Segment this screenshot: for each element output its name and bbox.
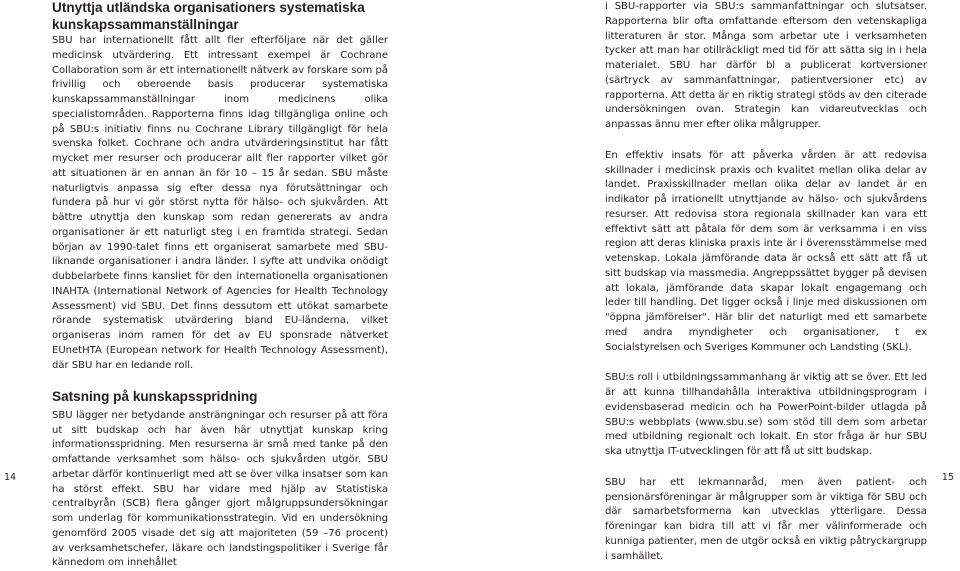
page-number-left: 14: [4, 472, 17, 483]
paragraph-education: SBU:s roll i utbildningssammanhang är viktig att se över. Ett led är att kunna tillhandahålla interaktiva utbildningsprogram i evidensbaserad medicin och ha PowerPoint-bilder utlagda på SBU:s webbplats (www.sbu.se) som stöd till dem som arbetar med utbildning regionalt och lokalt. En stor fråga är hur SBU ska utnyttja IT-utvecklingen för att få ut sitt budskap.: [605, 372, 927, 457]
paragraph-international: SBU har internationellt fått allt fler efterföljare när det gäller medicinsk utvärdering. Ett intressant exempel är Cochrane Collaboration som är ett internationellt nätverk av forskare som på frivillig och oberoende basis producerar systematiska kunskapssammanställningar inom medicinens olika specialistområden. Rapporterna finns idag tillgängliga online och på SBU:s initiativ finns nu Cochrane Library tillgängligt för hela svenska folket. Cochrane och andra utvärderingsinstitut har fått mycket mer resurser och producerar allt fler rapporter vilket gör att situationen är en annan än för 10 – 15 år sedan. SBU måste naturligtvis anpassa sig efter dessa nya förutsättningar och fundera på hur vi gör störst nytta för hälso- och sjukvården. Att bättre utnyttja den kunskap som redan genererats av andra organisationer är ett naturligt steg i en framtida strategi. Sedan början av 1990-talet finns ett organiserat samarbete med SBU-liknande organisationer i andra länder. I syfte att undvika onödigt dubbelarbete finns kansliet för den internationella organisationen INAHTA (International Network of Agencies for Health Technology Assessment) vid SBU. Det finns dessutom ett utökat samarbete rörande systematisk utvärdering bland EU-länderna, vilket organiseras inom ramen för det av EU sponsrade nätverket EUnetHTA (European network for Health Technology Assessment), där SBU har en ledande roll.: [52, 35, 388, 371]
section-heading-knowledge-spreading: Satsning på kunskapsspridning: [52, 389, 258, 405]
right-page: [480, 0, 960, 562]
paragraph-knowledge-spreading: SBU lägger ner betydande ansträngningar och resurser på att föra ut sitt budskap och har även här utnyttjat kunskap kring informationsspridning. Men resurserna är små med tanke på den omfattande verksamhet som hälso- och sjukvården utgör. SBU arbetar därför kontinuerligt med att se över vilka insatser som kan ha störst effekt. SBU har vidare med hjälp av Statistiska centralbyrån (SCB) flera gånger gjort målgruppsundersökningar som underlag för kommunikationsstrategin. Vid en undersökning genomförd 2005 visade det sig att majoriteten (59 –76 procent) av verksamhetschefer, läkare och landstingspolitiker i Sverige får kännedom om innehållet: [52, 409, 388, 569]
left-page: [0, 0, 480, 569]
paragraph-lay-council: SBU har ett lekmannaråd, men även patient- och pensionärsföreningar är målgrupper som är viktiga för SBU och där samarbetsformerna kan utvecklas ytterligare. Dessa föreningar kan bidra till att vi får mer välinformerade och kunniga patienter, men de utgör också en viktig påtryckargrupp i samhället.: [605, 476, 927, 562]
left-column: [52, 0, 388, 571]
section-heading-international: Utnyttja utländska organisationers systematiska kunskapssammanställningar: [52, 0, 365, 32]
paragraph-regional-differences: En effektiv insats för att påverka vården är att redovisa skillnader i medicinsk praxis och kvalitet mellan olika delar av landet. Praxisskillnader mellan olika delar av landet är en indikator på irrationellt utnyttjande av hälso- och sjukvårdens resurser. Att redovisa stora regionala skillnader kan vara ett effektivt sätt att påtala för dem som är verksamma i en viss region att deras kliniska praxis inte är i överensstämmelse med vetenskap. Lokala jämförande data är också ett sätt att få ut sitt budskap via massmedia. Angreppssättet bygger på devisen att lokala, jämförande data skapar lokalt engagemang och leder till handling. Det ligger också i linje med diskussionen om "öppna jämförelser". Här blir det naturligt med ett samarbete med andra myndigheter och organisationer, t ex Socialstyrelsen och Sveriges Kommuner och Landsting (SKL).: [605, 149, 927, 353]
paragraph-short-versions: i SBU-rapporter via SBU:s sammanfattningar och slutsatser. Rapporterna blir ofta omfattande eftersom den vetenskapliga litteraturen är stor. Många som arbetar ute i verksamheten tycker att man har otillräckligt med tid för att sätta sig in i hela materialet. SBU har därför bl a publicerat kortversioner (särtryck av sammanfattningar, patientversioner etc) av rapporterna. Att detta är en riktig strategi stöds av den citerade undersökningen ovan. Strategin kan vidareutvecklas och anpassas ännu mer efter olika målgrupper.: [605, 1, 927, 130]
page-number-right: 15: [941, 472, 954, 483]
right-column: [605, 0, 927, 564]
